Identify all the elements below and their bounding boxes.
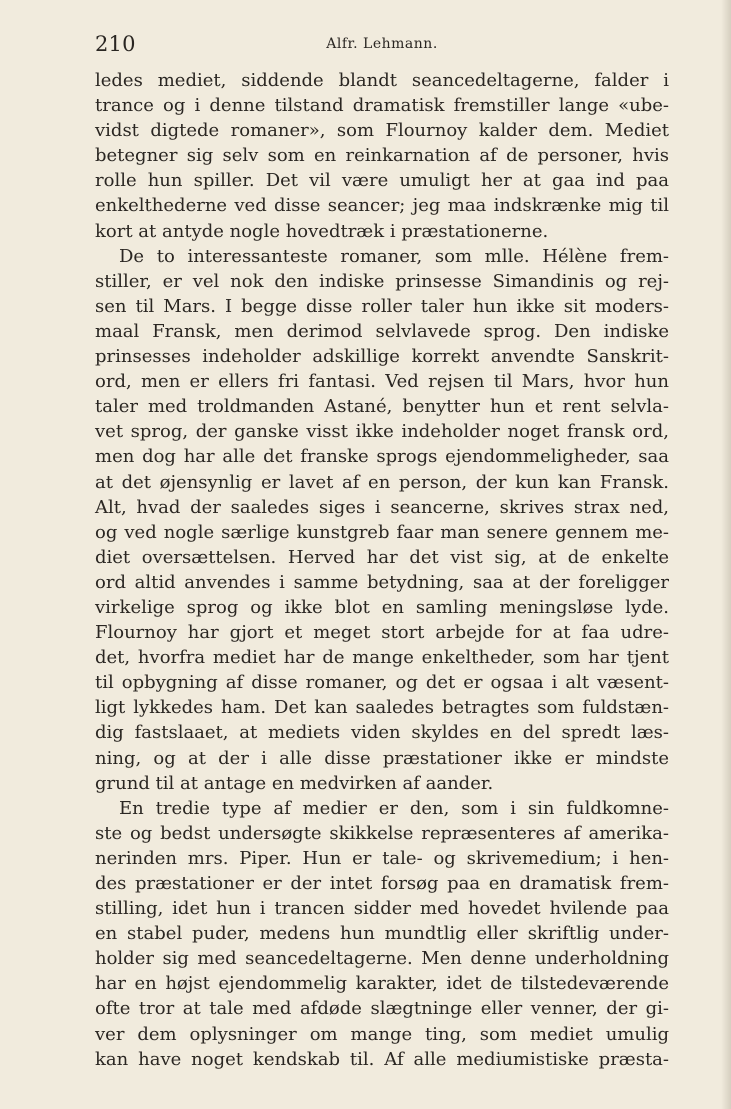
text-line: kort at antyde nogle hovedtræk i præstationerne. [95, 220, 549, 242]
text-line: ste og bedst undersøgte skikkelse repræsenteres af amerika- [95, 822, 669, 844]
text-line: men dog har alle det franske sprogs ejendommeligheder, saa [95, 446, 669, 468]
page-header [95, 32, 669, 60]
text-line: har en højst ejendommelig karakter, idet de tilstedeværende [95, 973, 669, 995]
text-line: vidst digtede romaner», som Flournoy kalder dem. Mediet [95, 120, 669, 142]
text-line: rolle hun spiller. Det vil være umuligt her at gaa ind paa [95, 170, 669, 192]
page-edge-shadow [721, 0, 731, 1109]
text-line: holder sig med seancedeltagerne. Men denne underholdning [95, 948, 669, 970]
text-line: des præstationer er der intet forsøg paa en dramatisk frem- [95, 873, 669, 894]
text-line: ofte tror at tale med afdøde slægtninge eller venner, der gi- [95, 998, 669, 1020]
text-line: at det øjensynlig er lavet af en person, der kun kan Fransk. [95, 471, 669, 493]
body-text [95, 68, 669, 1072]
text-line: taler med troldmanden Astané, benytter hun et rent selvla- [95, 396, 669, 418]
text-line: sen til Mars. I begge disse roller taler hun ikke sit moders- [95, 295, 669, 317]
text-line: virkelige sprog og ikke blot en samling meningsløse lyde. [95, 596, 669, 618]
text-line: ning, og at der i alle disse præstationer ikke er mindste [95, 747, 669, 769]
text-line: vet sprog, der ganske visst ikke indeholder noget fransk ord, [95, 421, 669, 443]
text-line: enkelthederne ved disse seancer; jeg maa indskrænke mig til [95, 195, 669, 217]
text-line: Alt, hvad der saaledes siges i seancerne, skrives strax ned, [95, 496, 669, 518]
text-line: ord, men er ellers fri fantasi. Ved rejsen til Mars, hvor hun [95, 371, 669, 393]
text-line: kan have noget kendskab til. Af alle mediumistiske præsta- [95, 1048, 669, 1070]
text-line: prinsesses indeholder adskillige korrekt anvendte Sanskrit- [95, 346, 669, 368]
text-line: ord altid anvendes i samme betydning, saa at der foreligger [95, 571, 669, 593]
text-line: ver dem oplysninger om mange ting, som mediet umulig [95, 1023, 669, 1045]
text-line: De to interessanteste romaner, som mlle. Hélène frem- [119, 245, 669, 267]
text-line: stilling, idet hun i trancen sidder med hovedet hvilende paa [95, 898, 669, 920]
text-line: betegner sig selv som en reinkarnation af de personer, hvis [95, 145, 669, 167]
text-line: en stabel puder, medens hun mundtlig eller skriftlig under- [95, 923, 669, 945]
text-line: En tredie type af medier er den, som i sin fuldkomne- [119, 797, 669, 819]
text-line: Flournoy har gjort et meget stort arbejde for at faa udre- [95, 622, 669, 644]
text-line: dig fastslaaet, at mediets viden skyldes en del spredt læs- [95, 722, 669, 744]
page-number: 210 [95, 32, 136, 56]
text-line: maal Fransk, men derimod selvlavede sprog. Den indiske [95, 320, 669, 342]
text-line: grund til at antage en medvirken af aander. [95, 772, 494, 794]
text-line: til opbygning af disse romaner, og det er ogsaa i alt væsent- [95, 672, 669, 694]
text-line: stiller, er vel nok den indiske prinsesse Simandinis og rej- [95, 270, 669, 292]
text-line: trance og i denne tilstand dramatisk fremstiller lange «ube- [95, 95, 669, 117]
text-line: og ved nogle særlige kunstgreb faar man senere gennem me- [95, 521, 669, 543]
text-line: ledes mediet, siddende blandt seancedeltagerne, falder i [95, 70, 669, 91]
text-line: det, hvorfra mediet har de mange enkeltheder, som har tjent [95, 647, 669, 669]
text-line: diet oversættelsen. Herved har det vist sig, at de enkelte [95, 546, 669, 568]
text-line: nerinden mrs. Piper. Hun er tale- og skrivemedium; i hen- [95, 847, 669, 869]
text-line: ligt lykkedes ham. Det kan saaledes betragtes som fuldstæn- [95, 697, 669, 719]
running-head: Alfr. Lehmann. [326, 36, 438, 52]
